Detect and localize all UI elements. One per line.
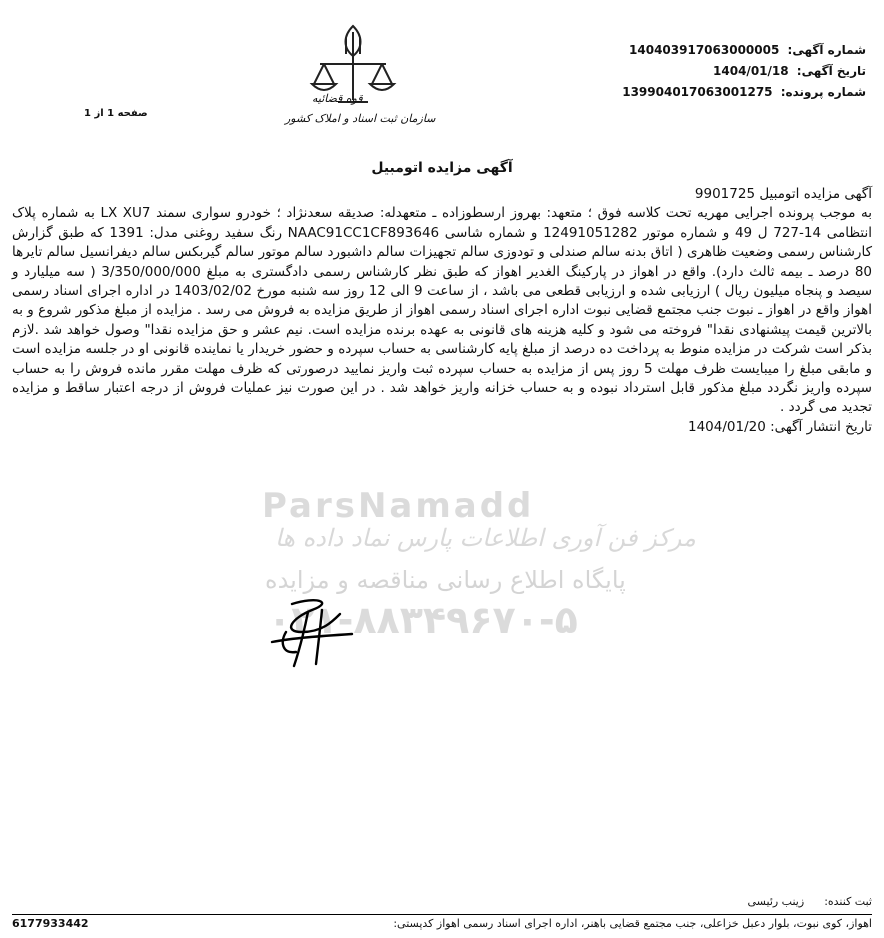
notice-body [12,185,872,437]
signature-icon [262,592,362,672]
case-number-row [622,82,866,103]
registrar-row [12,895,872,908]
ad-number-row [622,40,866,61]
watermark-line1: مرکز فن آوری اطلاعات پارس نماد داده ها [275,524,696,552]
notice-meta [622,40,866,103]
notice-title: آگهی مزایده اتومبیل [371,160,513,176]
emblem-caption-top: قوه قضائیه [312,92,363,105]
registrar-label: ثبت کننده: [824,895,872,908]
ad-number: 140403917063000005 [629,43,780,57]
watermark-phone: ۰۲۱-۸۸۳۴۹۶۷۰-۵ [268,598,578,642]
address-line [12,914,872,930]
ad-date-label: تاریخ آگهی: [796,64,866,78]
watermark-line2: پایگاه اطلاع رسانی مناقصه و مزایده [265,566,626,594]
publish-date: تاریخ انتشار آگهی: 1404/01/20 [687,418,872,435]
notice-footer [12,895,872,930]
office-address: اهواز، کوی نبوت، بلوار دعبل خزاعلی، جنب مجتمع قضایی باهنر، اداره اجرای اسناد رسمی اهواز کدپستی: [393,917,872,930]
ad-number-label: شماره آگهی: [787,43,866,57]
registrar-name: زینب رئیسی [747,895,805,908]
watermark-brand: ParsNamadd [262,486,535,526]
emblem-caption-bottom: سازمان ثبت اسناد و املاک کشور [285,112,436,125]
page-count: صفحه 1 از 1 [84,108,148,119]
body-heading: آگهی مزایده اتومبیل 9901725 [694,186,872,202]
case-number-label: شماره پرونده: [780,85,866,99]
case-number: 139904017063001275 [622,85,773,99]
body-paragraph: به موجب پرونده اجرایی مهریه تحت کلاسه فوق ؛ متعهد: بهروز ارسطوزاده ـ متعهدله: صدیقه سعدنژاد ؛ خودرو سواری سمند LX XU7 به شماره پلاک انتظامی 14-727 ل 49 و شماره موتور 12491051282 و شماره شاسی NAAC91CC1CF893646 رنگ سفید روغنی مدل: 1391 که طبق گزارش کارشناس رسمی وضعیت ظاهری ( اتاق بدنه سالم صندلی و تودوزی سالم تجهیزات سالم داشبورد سالم موتور سالم گیربکس سالم دیفرانسیل سالم تایرها 80 درصد ـ بیمه ثالث دارد). واقع در اهواز در پارکینگ الغدیر اهواز که طبق نظر کارشناس رسمی دادگستری به مبلغ 3/350/000/000 ( سه میلیارد و سیصد و پنجاه میلیون ریال ) ارزیابی شده و ارزیابی قطعی می باشد ، از ساعت 9 الی 12 روز سه شنبه مورخ 1403/02/02 در اداره اجرای اسناد رسمی اهواز واقع در اهواز ـ نبوت جنب مجتمع قضایی نبوت اداره اجرای اسناد رسمی اهواز از طریق مزایده به فروش می رسد . مزایده از مبلغ مذکور شروع و به بالاترین قیمت پیشنهادی نقدا" فروخته می شود و کلیه هزینه های قانونی به عهده برنده مزایده است. نیم عشر و حق مزایده نقدا" وصول خواهد شد .لازم بذکر است شرکت در مزایده منوط به پرداخت ده درصد از مبلغ پایه کارشناسی به حساب سپرده و حضور خریدار یا نماینده قانونی او در جلسه مزایده است و مابقی مبلغ را میبایست ظرف مهلت 5 روز پس از مزایده به حساب سپرده ثبت واریز نمایید درصورتی که ظرف مهلت مقرر مانده فروش را به حساب سپرده واریز نگردد مبلغ مذکور قابل استرداد نبوده و به حساب خزانه واریز خواهد شد . در این صورت نیز عملیات فروش از درجه اعتبار ساقط و مزایده تجدید می گردد . [12,205,873,416]
postal-code: 6177933442 [12,917,89,930]
ad-date: 1404/01/18 [713,64,789,78]
ad-date-row [622,61,866,82]
